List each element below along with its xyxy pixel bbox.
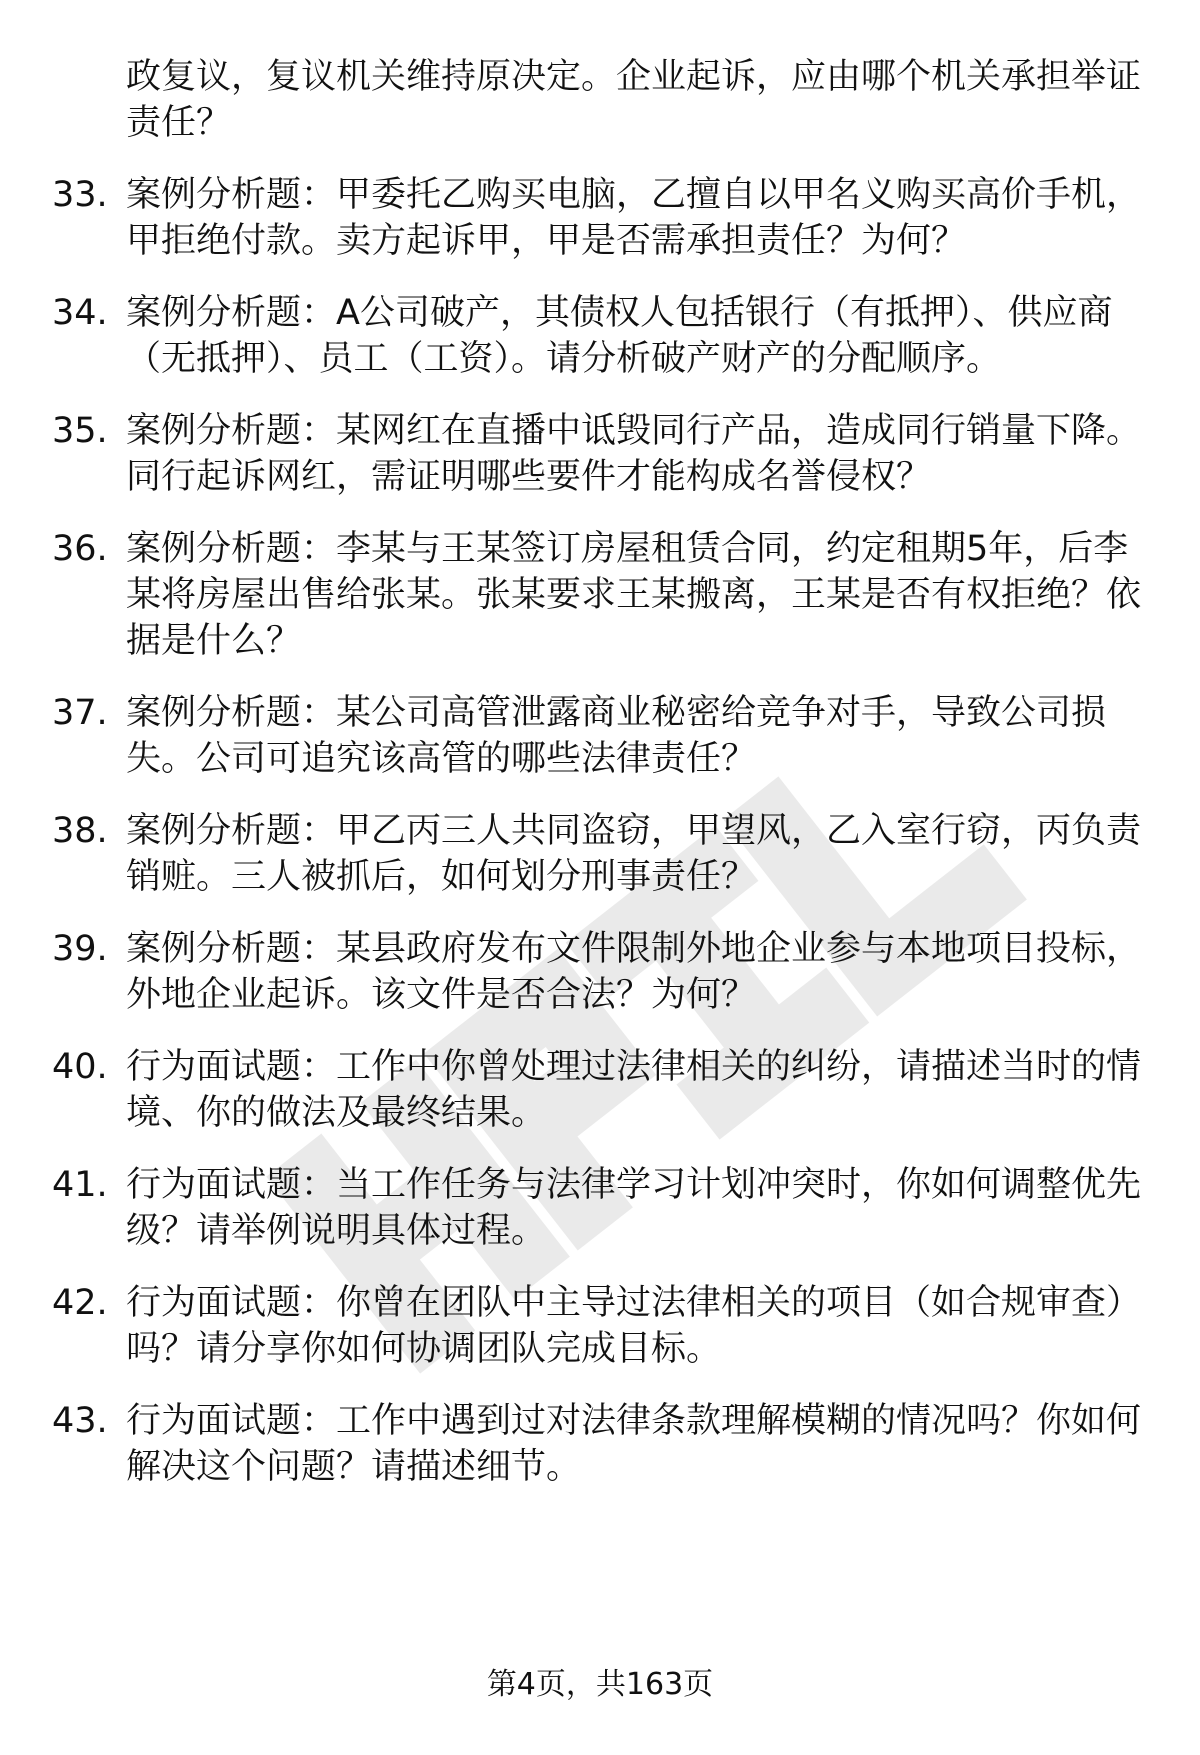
question-text: 案例分析题：某公司高管泄露商业秘密给竞争对手，导致公司损失。公司可追究该高管的哪些法律责任？ [126,693,1107,779]
question-number: 34. [52,293,108,333]
list-item [52,1398,1162,1490]
question-text: 行为面试题：工作中遇到过对法律条款理解模糊的情况吗？你如何解决这个问题？请描述细节。 [126,1401,1142,1487]
question-text: 案例分析题：某网红在直播中诋毁同行产品，造成同行销量下降。同行起诉网红，需证明哪些要件才能构成名誉侵权？ [126,411,1142,497]
question-text: 案例分析题：李某与王某签订房屋租赁合同，约定租期5年，后李某将房屋出售给张某。张某要求王某搬离，王某是否有权拒绝？依据是什么？ [126,529,1142,661]
list-item [52,926,1162,1018]
question-continuation: 政复议，复议机关维持原决定。企业起诉，应由哪个机关承担举证责任？ [126,57,1142,143]
question-text: 案例分析题：甲委托乙购买电脑，乙擅自以甲名义购买高价手机，甲拒绝付款。卖方起诉甲，甲是否需承担责任？为何？ [126,175,1142,261]
list-item [52,1044,1162,1136]
list-item [52,1162,1162,1254]
list-item [52,172,1162,264]
question-number: 38. [52,811,108,851]
question-number: 33. [52,175,108,215]
question-number: 36. [52,529,108,569]
question-number: 39. [52,929,108,969]
list-item [52,526,1162,664]
question-number: 42. [52,1283,108,1323]
list-item [52,1280,1162,1372]
page-number-footer: 第4页，共163页 [486,1667,714,1702]
list-item [52,408,1162,500]
list-item [52,290,1162,382]
question-text: 行为面试题：当工作任务与法律学习计划冲突时，你如何调整优先级？请举例说明具体过程。 [126,1165,1142,1251]
list-item [52,808,1162,900]
question-text: 案例分析题：某县政府发布文件限制外地企业参与本地项目投标，外地企业起诉。该文件是否合法？为何？ [126,929,1142,1015]
question-number: 37. [52,693,108,733]
question-text: 案例分析题：A公司破产，其债权人包括银行（有抵押）、供应商（无抵押）、员工（工资）。请分析破产财产的分配顺序。 [126,293,1113,379]
question-number: 40. [52,1047,108,1087]
question-number: 35. [52,411,108,451]
list-item [52,690,1162,782]
question-text: 案例分析题：甲乙丙三人共同盗窃，甲望风，乙入室行窃，丙负责销赃。三人被抓后，如何划分刑事责任？ [126,811,1142,897]
question-number: 43. [52,1401,108,1441]
question-text: 行为面试题：你曾在团队中主导过法律相关的项目（如合规审查）吗？请分享你如何协调团队完成目标。 [126,1283,1142,1369]
question-number: 41. [52,1165,108,1205]
question-text: 行为面试题：工作中你曾处理过法律相关的纠纷，请描述当时的情境、你的做法及最终结果。 [126,1047,1142,1133]
